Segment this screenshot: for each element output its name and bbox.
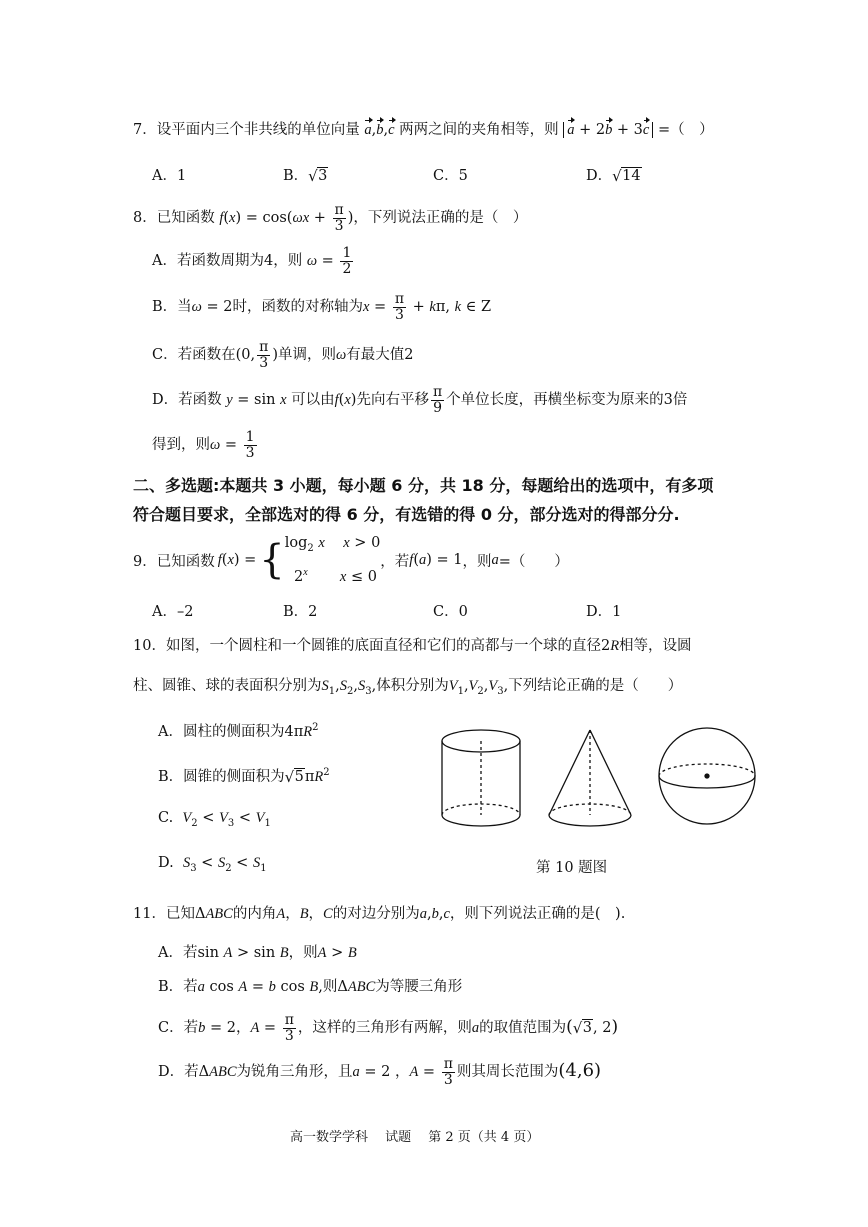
q9-option-b: B．2 bbox=[283, 604, 318, 620]
q10-option-d: D. $S_3 < S_2 < S_1$ bbox=[158, 855, 267, 874]
q9-option-d: D．1 bbox=[586, 604, 622, 620]
q9-stem: 9．已知函数 f ( x ) = { $\log_2 x$ x > 0 2$^x$ x ≤ 0 ，若 f ( a ) = 1 ，则 a =（ ） bbox=[133, 535, 569, 585]
q10-figure bbox=[430, 720, 760, 835]
section-heading-line2: 符合题目要求，全部选对的得 6 分，有选错的得 0 分，部分选对的得部分分. bbox=[133, 505, 680, 524]
q7-option-a: A．1 bbox=[152, 168, 187, 184]
q8-stem: 8．已知函数 f(x) = cos(ωx + $\frac{\pi}{3}$ )，下列说法正确的是（ ） bbox=[133, 202, 528, 234]
q9-option-c: C．0 bbox=[433, 604, 468, 620]
q10-option-c: C. $V_2 < V_3 < V_1$ bbox=[158, 810, 271, 829]
q8-option-a: A．若函数周期为4，则 ω = $\frac{1}{2}$ bbox=[152, 245, 352, 277]
page-footer: 高一数学学科 试题 第 2 页（共 4 页） bbox=[290, 1130, 540, 1145]
q9-option-a: A．–2 bbox=[152, 604, 194, 620]
q11-stem: 11．已知ΔABC的内角A，B，C的对边分别为a,b,c，则下列说法正确的是( ). bbox=[133, 906, 626, 922]
section-heading-line1: 二、多选题:本题共 3 小题，每小题 6 分，共 18 分，每题给出的选项中，有多项 bbox=[133, 476, 714, 495]
q8-option-d-cont: 得到，则ω = $\frac{1}{3}$ bbox=[152, 429, 255, 461]
q11-option-b: B．若a cos A = b cos B,则ΔABC为等腰三角形 bbox=[158, 979, 463, 995]
q10-stem-line2: 柱、圆锥、球的表面积分别为$S_1,S_2,S_3$,体积分别为$V_1,V_2,V_3$,下列结论正确的是（ ） bbox=[133, 678, 683, 697]
cylinder bbox=[442, 730, 520, 826]
q11-option-a: A．若sin A > sin B，则A > B bbox=[158, 945, 357, 961]
cone bbox=[549, 730, 631, 826]
q8-option-c: C．若函数在(0, $\frac{\pi}{3}$ )单调，则ω有最大值2 bbox=[152, 339, 414, 371]
q10-stem-line1: 10．如图，一个圆柱和一个圆锥的底面直径和它们的高都与一个球的直径2R相等，设圆 bbox=[133, 638, 692, 654]
sphere bbox=[659, 728, 755, 824]
q7-option-d: D．√ 14 bbox=[586, 164, 642, 185]
q10-option-b: B．圆锥的侧面积为√ $5\pi R^2$ bbox=[158, 765, 330, 786]
q10-caption: 第 10 题图 bbox=[536, 860, 608, 876]
q10-option-a: A．圆柱的侧面积为$4\pi R^2$ bbox=[158, 722, 319, 740]
q11-option-d: D．若ΔABC为锐角三角形，且a = 2 ，A = $\frac{\pi}{3}$ 则其周长范围为(4,6) bbox=[158, 1056, 602, 1088]
q7-option-c: C．5 bbox=[433, 168, 468, 184]
q8-option-b: B．当ω = 2时，函数的对称轴为x = $\frac{\pi}{3}$ + kπ, k ∈ Z bbox=[152, 291, 492, 323]
q8-option-d: D．若函数 y = sin x 可以由f(x)先向右平移 $\frac{\pi}{9}$ 个单位长度，再横坐标变为原来的3倍 bbox=[152, 384, 688, 416]
q7-option-b: B．√ 3 bbox=[283, 164, 328, 185]
q11-option-c: C．若b = 2，A = $\frac{\pi}{3}$ ，这样的三角形有两解，则a的取值范围为(√ 3, 2) bbox=[158, 1013, 618, 1043]
q7-stem: 7．设平面内三个非共线的单位向量 a,b,c 两两之间的夹角相等，则 a + 2b + 3c =（ ） bbox=[133, 122, 714, 138]
